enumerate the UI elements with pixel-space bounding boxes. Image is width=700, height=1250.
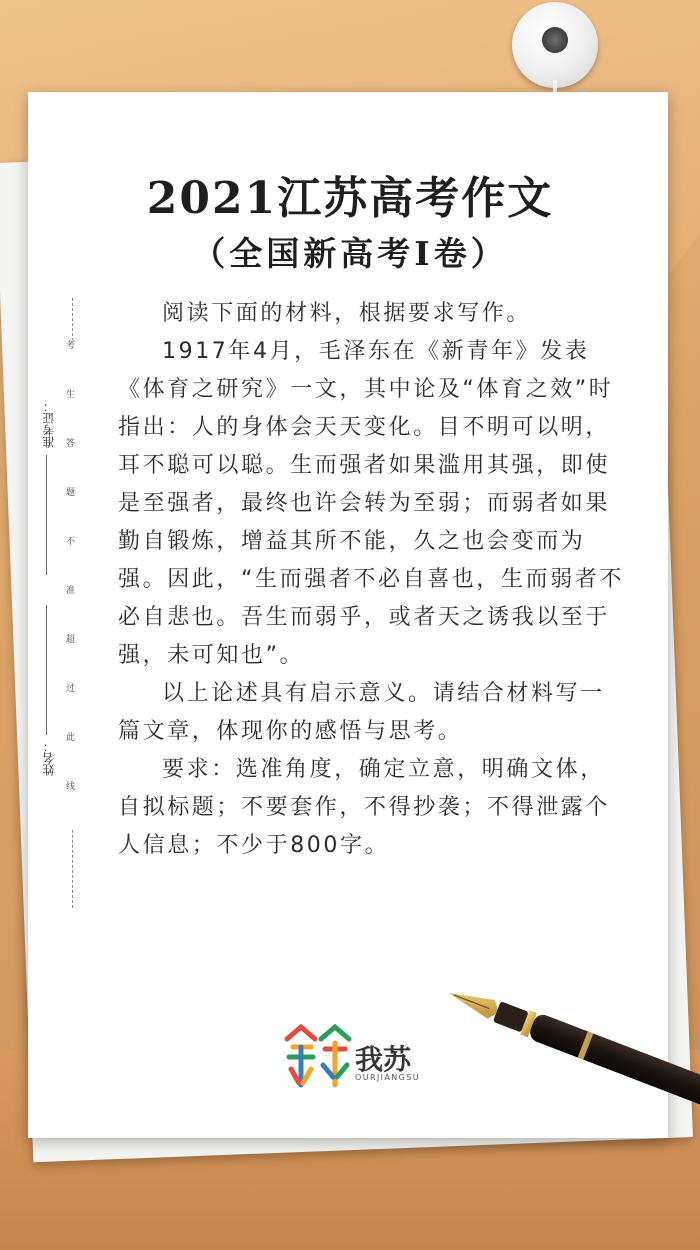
fountain-pen-icon (440, 985, 700, 1105)
logo-subtitle: OURJIANGSU (355, 1073, 421, 1082)
envelope-button-hole (542, 27, 568, 53)
logo-name: 我苏 (355, 1043, 412, 1076)
page-title: 2021江苏高考作文 (146, 173, 554, 224)
page-subtitle: （全国新高考Ⅰ卷） (192, 234, 508, 273)
essay-prompt (118, 295, 624, 865)
exam-number-line (46, 455, 47, 575)
requirements-paragraph: 要求：选准角度，确定立意，明确文体，自拟标题；不要套作，不得抄袭；不得泄露个人信息；不少于800字。 (118, 757, 611, 858)
material-paragraph: 1917年4月，毛泽东在《新青年》发表《体育之研究》一文，其中论及“体育之效”时指出：人的身体会天天变化。目不明可以明，耳不聪可以聪。生而强者如果滥用其强，即使是至强者，最终也许会转为至弱；而弱者如果勤自锻炼，增益其所不能，久之也会变而为强。因此，“生而强者不必自喜也，生而弱者不必自悲也。吾生而弱乎，或者天之诱我以至于强，未可知也”。 (118, 339, 624, 668)
binding-line-text: 考生答题不准超过此线 (64, 340, 74, 830)
exam-number-label: 准考证： (42, 400, 56, 448)
task-paragraph: 以上论述具有启示意义。请结合材料写一篇文章，体现你的感悟与思考。 (118, 681, 605, 744)
name-label: 姓名： (42, 740, 56, 776)
instruction-paragraph: 阅读下面的材料，根据要求写作。 (162, 301, 532, 326)
name-line (46, 605, 47, 735)
